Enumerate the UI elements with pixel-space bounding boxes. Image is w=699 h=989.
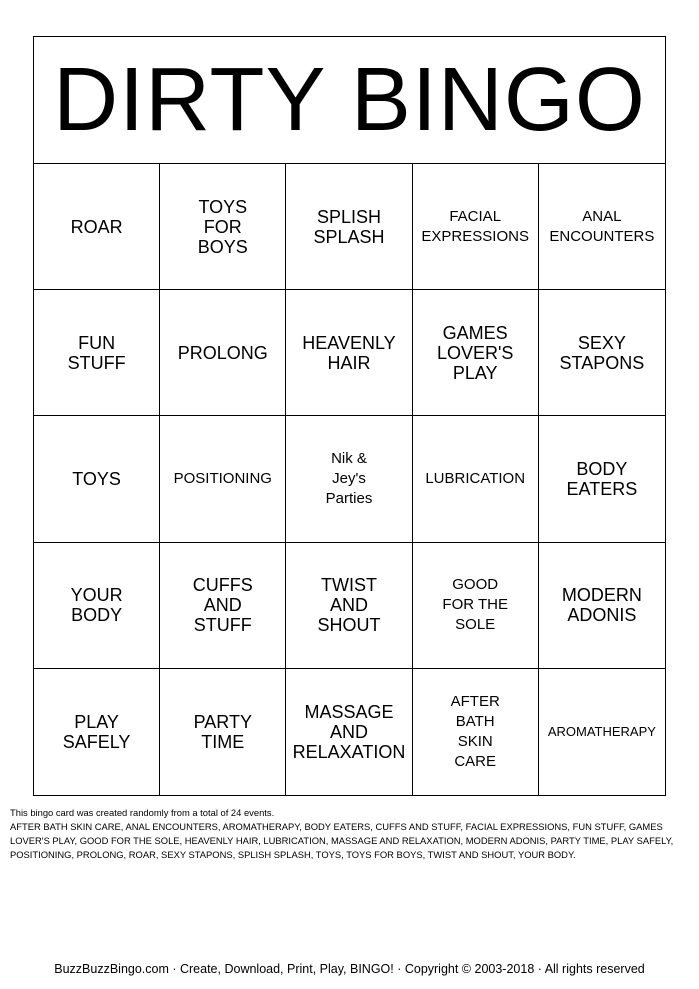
bingo-cell: AROMATHERAPY	[547, 723, 656, 739]
bingo-cell: MODERN ADONIS	[539, 543, 665, 669]
bingo-cell: CUFFS AND STUFF	[160, 543, 286, 669]
bingo-cell: GAMES LOVER'S PLAY	[413, 290, 539, 416]
bingo-cell: MASSAGE AND RELAXATION	[286, 669, 412, 795]
bingo-cell: SEXY STAPONS	[539, 290, 665, 416]
bingo-cell: FUN STUFF	[34, 290, 160, 416]
bingo-card	[33, 36, 666, 796]
bingo-cell: AFTER BATH SKIN CARE	[413, 669, 539, 795]
bingo-cell: HEAVENLY HAIR	[286, 290, 412, 416]
card-footnote	[10, 806, 690, 862]
bingo-grid	[34, 164, 665, 795]
bingo-cell: ANAL ENCOUNTERS	[539, 164, 665, 290]
bingo-cell: PLAY SAFELY	[34, 669, 160, 795]
bingo-cell: TOYS FOR BOYS	[160, 164, 286, 290]
footnote-intro: This bingo card was created randomly from a total of 24 events.	[10, 807, 275, 818]
bingo-cell: YOUR BODY	[34, 543, 160, 669]
bingo-cell: SPLISH SPLASH	[286, 164, 412, 290]
bingo-cell: TWIST AND SHOUT	[286, 543, 412, 669]
footnote-event-list: AFTER BATH SKIN CARE, ANAL ENCOUNTERS, AROMATHERAPY, BODY EATERS, CUFFS AND STUFF, FACIAL EXPRESSIONS, FUN STUFF, GAMES LOVER'S PLAY, GOOD FOR THE SOLE, HEAVENLY HAIR, LUBRICATION, MASSAGE AND RELAXATION, MODERN ADONIS, PARTY TIME, PLAY SAFELY, POSITIONING, PROLONG, ROAR, SEXY STAPONS, SPLISH SPLASH, TOYS, TOYS FOR BOYS, TWIST AND SHOUT, YOUR BODY.	[10, 821, 674, 860]
page-footer: BuzzBuzzBingo.com · Create, Download, Print, Play, BINGO! · Copyright © 2003-2018 · All rights reserved	[54, 962, 645, 976]
bingo-cell: GOOD FOR THE SOLE	[413, 543, 539, 669]
bingo-cell: ROAR	[34, 164, 160, 290]
bingo-cell: BODY EATERS	[539, 416, 665, 542]
bingo-cell: FACIAL EXPRESSIONS	[413, 164, 539, 290]
bingo-cell: Nik & Jey's Parties	[286, 416, 412, 542]
bingo-cell: PARTY TIME	[160, 669, 286, 795]
bingo-cell: POSITIONING	[160, 416, 286, 542]
card-title: DIRTY BINGO	[34, 37, 665, 164]
bingo-cell: TOYS	[34, 416, 160, 542]
bingo-cell: LUBRICATION	[413, 416, 539, 542]
bingo-cell: PROLONG	[160, 290, 286, 416]
